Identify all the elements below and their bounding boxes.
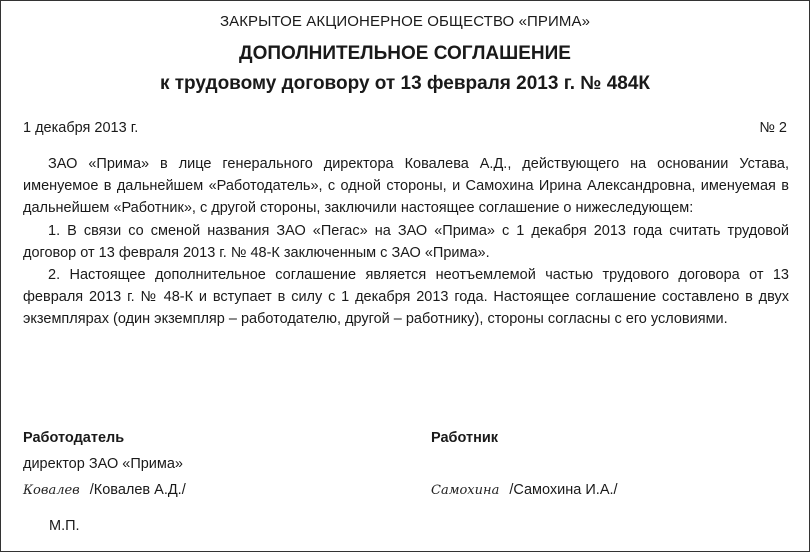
stamp-placeholder: М.П. [49,518,80,534]
intro-paragraph: ЗАО «Прима» в лице генерального директора Ковалева А.Д., действующего на основании Устава, именуемое в дальнейшем «Работодатель», с одной стороны, и Самохина Ирина Александровна, именуемая в дальнейшем «Работник», с другой стороны, заключили настоящее соглашение о нижеследующем: [23,156,789,217]
employee-name: /Самохина И.А./ [509,482,618,498]
document-title: ДОПОЛНИТЕЛЬНОЕ СОГЛАШЕНИЕ [239,43,571,64]
document-number: № 2 [759,120,787,136]
employer-signature-line [23,482,186,498]
clause-1: 1. В связи со сменой названия ЗАО «Пегас» на ЗАО «Прима» с 1 декабря 2013 года считать трудовой договор от 13 февраля 2013 г. № 48-К заключенным с ЗАО «Прима». [23,222,789,261]
employer-role: директор ЗАО «Прима» [23,456,183,472]
employer-name: /Ковалев А.Д./ [89,482,186,498]
employer-handwritten-signature: Ковалев [23,483,80,498]
organization-name: ЗАКРЫТОЕ АКЦИОНЕРНОЕ ОБЩЕСТВО «ПРИМА» [219,13,591,30]
agreement-body [23,153,789,331]
employer-heading: Работодатель [23,430,125,446]
employee-heading: Работник [431,430,499,446]
employee-signature-line [431,482,618,498]
employee-handwritten-signature: Самохина [431,483,500,498]
clause-2: 2. Настоящее дополнительное соглашение является неотъемлемой частью трудового договора от 13 февраля 2013 г. № 48-К и вступает в силу с 1 декабря 2013 года. Настоящее соглашение составлено в двух экземплярах (один экземпляр – работодателю, другой – работнику), стороны согласны с его условиями. [23,267,789,328]
document-subtitle: к трудовому договору от 13 февраля 2013 г. № 484К [159,73,651,94]
document-date: 1 декабря 2013 г. [23,120,139,136]
